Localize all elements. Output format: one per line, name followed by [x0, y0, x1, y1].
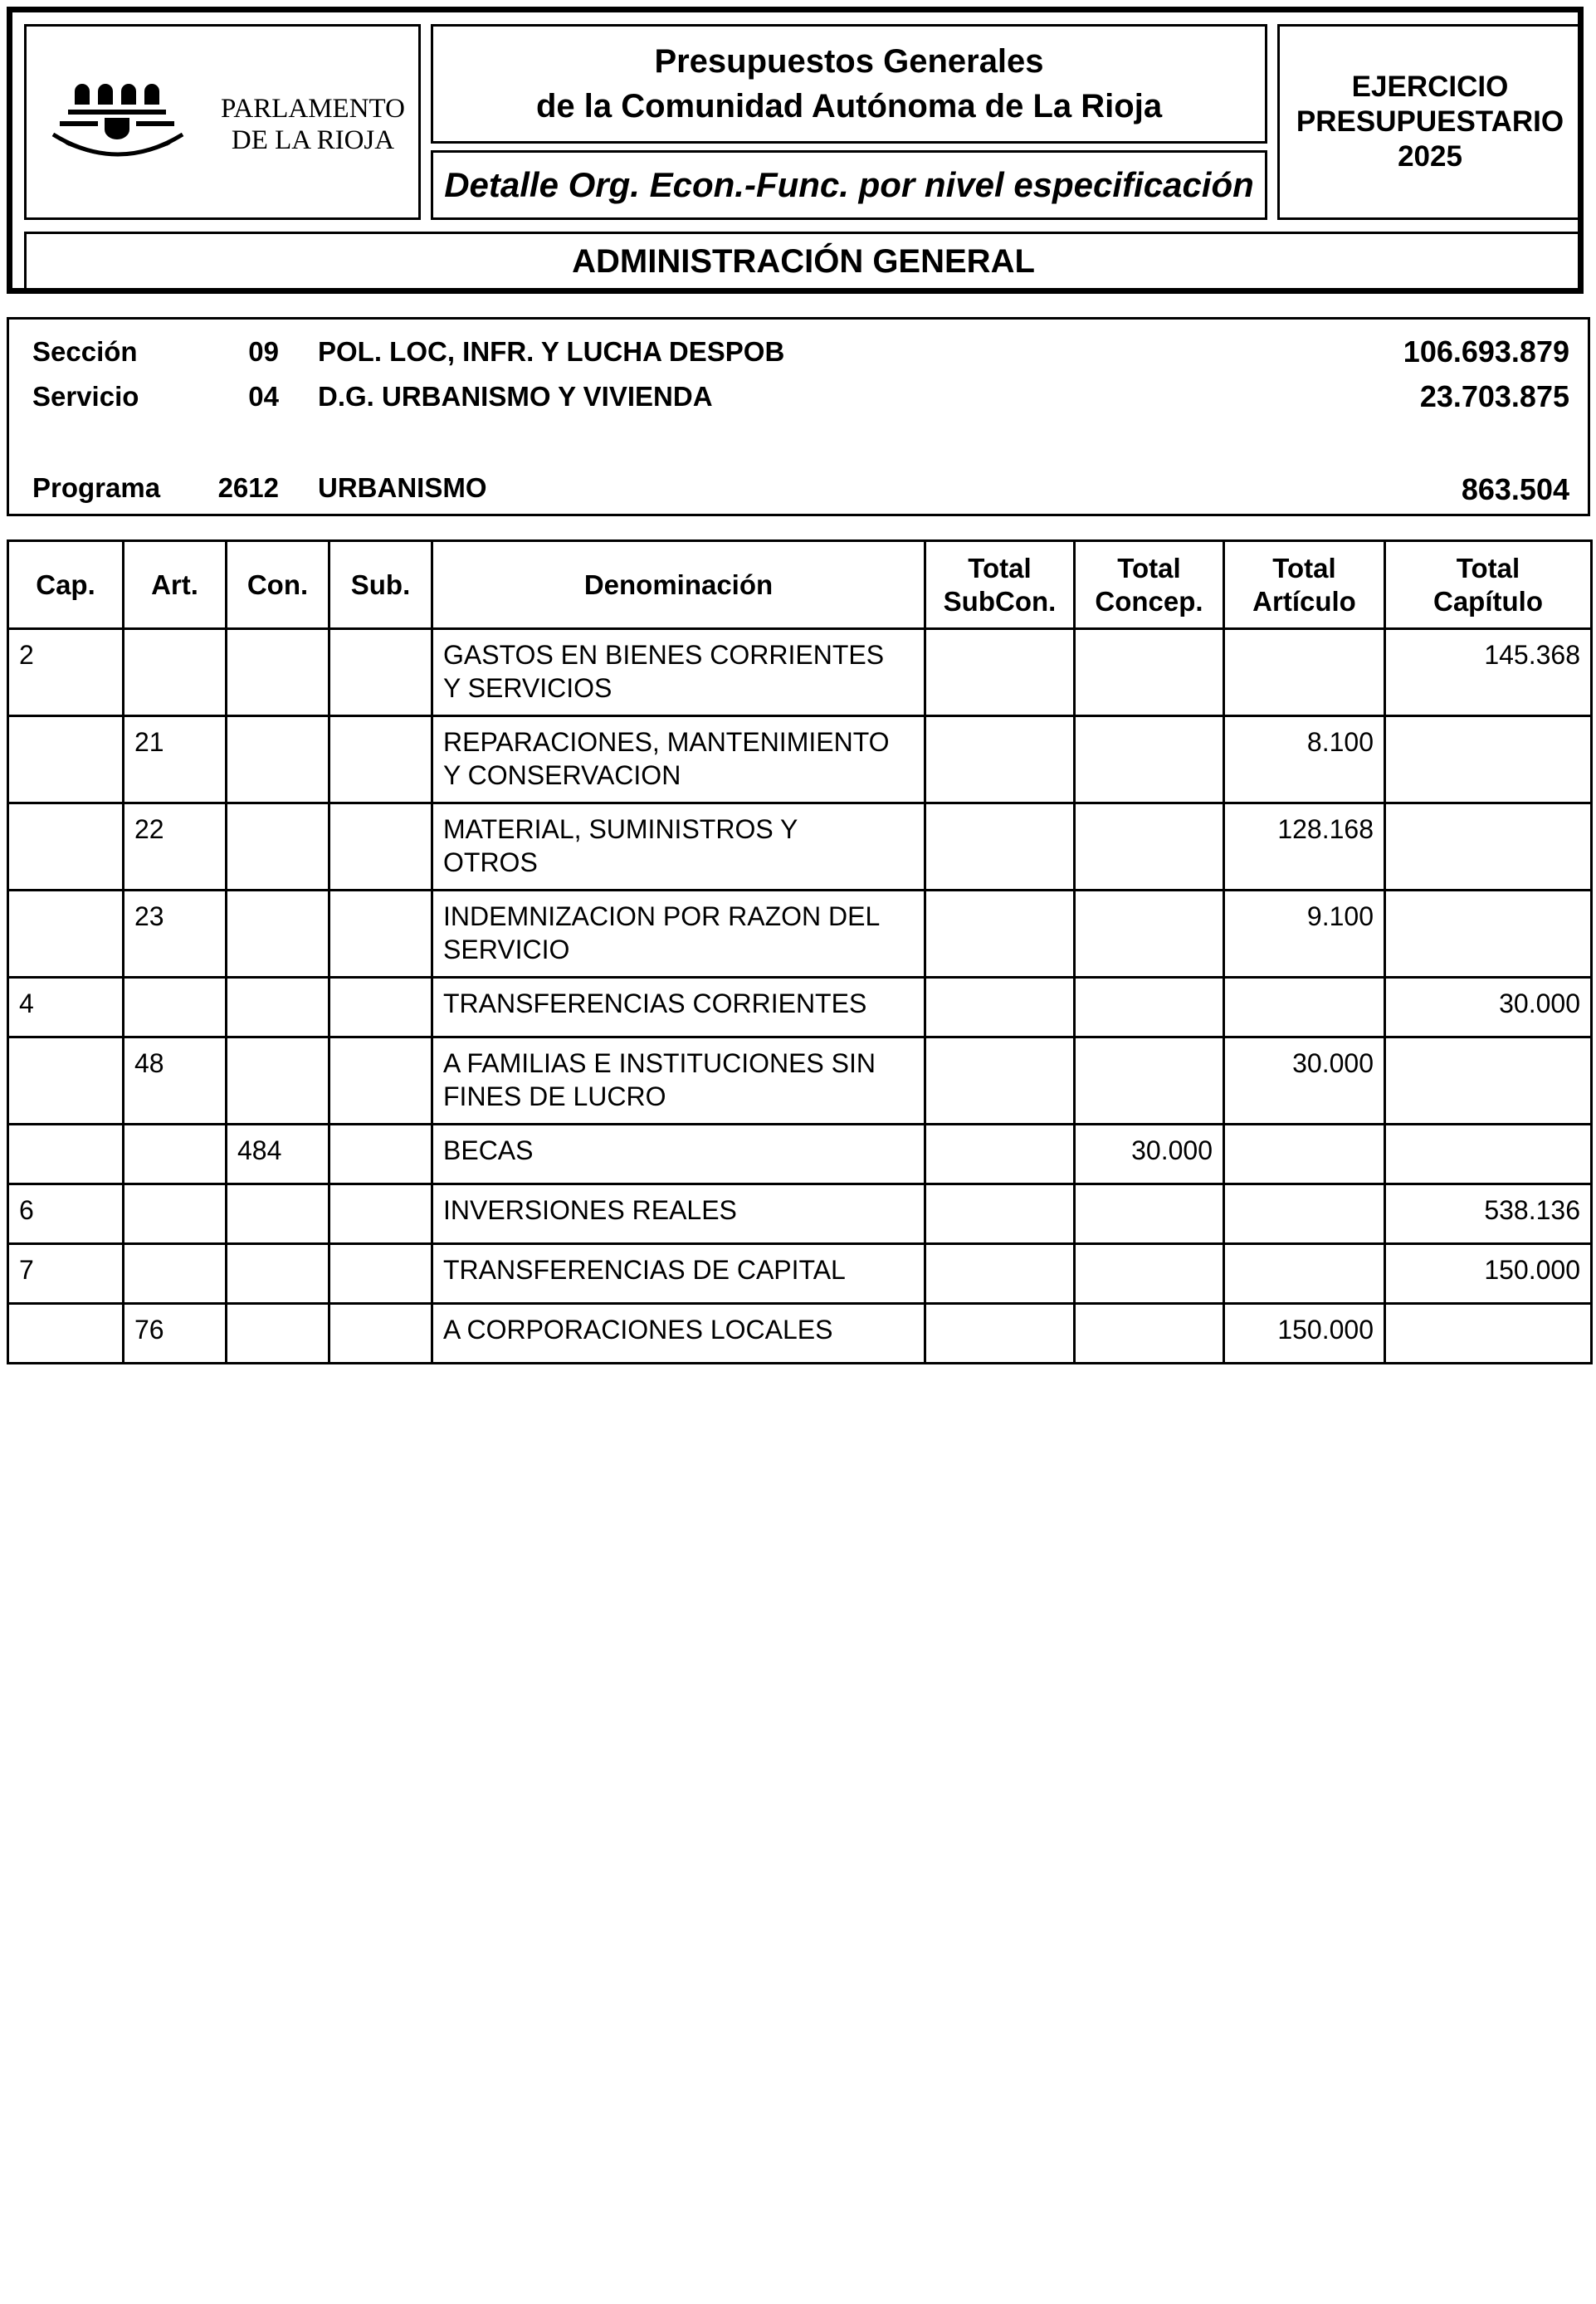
cell-total-capitulo [1385, 1037, 1592, 1125]
org-info-panel [7, 317, 1590, 516]
title-line1: Presupuestos Generales [654, 43, 1044, 80]
col-total-concep-l1: Total [1117, 552, 1181, 583]
den-line1: REPARACIONES, MANTENIMIENTO [443, 727, 890, 757]
cell-total-subcon [925, 803, 1075, 891]
den-line2: FINES DE LUCRO [443, 1081, 666, 1111]
table-row [8, 1037, 1592, 1125]
cell-con [227, 803, 329, 891]
den-line2: OTROS [443, 847, 538, 877]
col-total-concep [1075, 541, 1224, 629]
cell-denominacion [432, 716, 925, 803]
cell-con [227, 978, 329, 1037]
cell-total-subcon [925, 978, 1075, 1037]
cell-con [227, 1184, 329, 1244]
seccion-name: POL. LOC, INFR. Y LUCHA DESPOB [318, 336, 785, 367]
cell-cap: 6 [8, 1184, 124, 1244]
cell-total-articulo [1224, 1125, 1385, 1184]
cell-total-concep [1075, 891, 1224, 978]
cell-art: 23 [124, 891, 227, 978]
col-con: Con. [227, 541, 329, 629]
cell-cap [8, 1037, 124, 1125]
programa-code: 2612 [217, 472, 279, 503]
cell-sub [329, 978, 432, 1037]
den-line1: A CORPORACIONES LOCALES [443, 1315, 833, 1345]
cell-cap: 4 [8, 978, 124, 1037]
cell-total-subcon [925, 716, 1075, 803]
cell-total-subcon [925, 1304, 1075, 1364]
cell-total-concep: 30.000 [1075, 1125, 1224, 1184]
den-line1: BECAS [443, 1135, 534, 1165]
cell-sub [329, 1125, 432, 1184]
cell-total-articulo: 9.100 [1224, 891, 1385, 978]
cell-cap: 2 [8, 629, 124, 716]
servicio-name: D.G. URBANISMO Y VIVIENDA [318, 381, 713, 412]
cell-total-articulo [1224, 629, 1385, 716]
col-art: Art. [124, 541, 227, 629]
col-sub: Sub. [329, 541, 432, 629]
report-title [431, 24, 1267, 144]
cell-total-subcon [925, 629, 1075, 716]
col-total-capitulo-l1: Total [1456, 552, 1520, 583]
cell-total-articulo: 150.000 [1224, 1304, 1385, 1364]
col-total-concep-l2: Concep. [1095, 585, 1203, 617]
cell-art: 22 [124, 803, 227, 891]
col-total-subcon-l2: SubCon. [943, 585, 1057, 617]
programa-label: Programa [32, 472, 161, 503]
cell-cap: 7 [8, 1244, 124, 1304]
den-line1: TRANSFERENCIAS CORRIENTES [443, 988, 867, 1018]
programa-amount: 863.504 [1461, 472, 1569, 506]
col-total-capitulo [1385, 541, 1592, 629]
cell-total-capitulo [1385, 716, 1592, 803]
cell-con [227, 716, 329, 803]
report-subtitle [431, 150, 1267, 220]
servicio-code: 04 [248, 381, 279, 412]
fiscal-year: 2025 [1398, 140, 1462, 173]
admin-banner [24, 232, 1583, 291]
title-line2: de la Comunidad Autónoma de La Rioja [535, 88, 1163, 124]
cell-denominacion [432, 803, 925, 891]
cell-art: 48 [124, 1037, 227, 1125]
servicio-label: Servicio [32, 381, 139, 412]
table-row [8, 978, 1592, 1037]
table-row [8, 629, 1592, 716]
cell-total-articulo: 30.000 [1224, 1037, 1385, 1125]
table-header-row [8, 541, 1592, 629]
cell-total-articulo: 8.100 [1224, 716, 1385, 803]
cell-denominacion [432, 1184, 925, 1244]
cell-cap [8, 803, 124, 891]
cell-total-concep [1075, 978, 1224, 1037]
cell-denominacion [432, 1037, 925, 1125]
cell-total-concep [1075, 1184, 1224, 1244]
den-line2: SERVICIO [443, 935, 570, 964]
ejercicio-label: EJERCICIO [1351, 71, 1509, 103]
cell-sub [329, 803, 432, 891]
col-total-subcon [925, 541, 1075, 629]
cell-art: 21 [124, 716, 227, 803]
parliament-emblem-icon [50, 68, 199, 184]
cell-total-articulo: 128.168 [1224, 803, 1385, 891]
cell-denominacion [432, 1125, 925, 1184]
programa-name: URBANISMO [318, 472, 487, 503]
table-row [8, 716, 1592, 803]
cell-sub [329, 1304, 432, 1364]
logo-line1: PARLAMENTO [221, 94, 405, 124]
admin-title: ADMINISTRACIÓN GENERAL [572, 242, 1035, 280]
cell-total-subcon [925, 1184, 1075, 1244]
parliament-name [209, 93, 417, 156]
col-cap: Cap. [8, 541, 124, 629]
den-line2: Y SERVICIOS [443, 673, 613, 703]
cell-cap [8, 1125, 124, 1184]
fiscal-year-box [1277, 24, 1583, 220]
cell-total-capitulo [1385, 803, 1592, 891]
cell-total-subcon [925, 1125, 1075, 1184]
table-row [8, 1125, 1592, 1184]
den-line1: INDEMNIZACION POR RAZON DEL [443, 901, 881, 931]
table-row [8, 1244, 1592, 1304]
cell-total-articulo [1224, 978, 1385, 1037]
col-denominacion: Denominación [432, 541, 925, 629]
cell-con [227, 1037, 329, 1125]
den-line1: TRANSFERENCIAS DE CAPITAL [443, 1255, 846, 1285]
cell-total-subcon [925, 1244, 1075, 1304]
logo-box [24, 24, 421, 220]
cell-total-capitulo: 150.000 [1385, 1244, 1592, 1304]
cell-cap [8, 891, 124, 978]
cell-art [124, 1125, 227, 1184]
cell-total-capitulo [1385, 1304, 1592, 1364]
den-line1: INVERSIONES REALES [443, 1195, 737, 1225]
cell-art: 76 [124, 1304, 227, 1364]
cell-sub [329, 891, 432, 978]
table-row [8, 1184, 1592, 1244]
col-total-subcon-l1: Total [968, 552, 1032, 583]
report-header [7, 7, 1584, 294]
den-line1: GASTOS EN BIENES CORRIENTES [443, 640, 885, 670]
den-line1: MATERIAL, SUMINISTROS Y [443, 814, 798, 844]
cell-total-concep [1075, 1244, 1224, 1304]
cell-denominacion [432, 1244, 925, 1304]
col-total-articulo-l2: Artículo [1252, 585, 1356, 617]
cell-total-capitulo [1385, 891, 1592, 978]
cell-total-concep [1075, 1037, 1224, 1125]
cell-con [227, 1244, 329, 1304]
col-total-articulo [1224, 541, 1385, 629]
servicio-amount: 23.703.875 [1419, 379, 1569, 413]
table-row [8, 803, 1592, 891]
col-total-capitulo-l2: Capítulo [1433, 585, 1543, 617]
cell-total-concep [1075, 803, 1224, 891]
cell-total-capitulo: 30.000 [1385, 978, 1592, 1037]
cell-cap [8, 716, 124, 803]
cell-total-capitulo: 145.368 [1385, 629, 1592, 716]
cell-con [227, 891, 329, 978]
cell-denominacion [432, 629, 925, 716]
cell-denominacion [432, 978, 925, 1037]
cell-art [124, 978, 227, 1037]
cell-total-articulo [1224, 1244, 1385, 1304]
cell-sub [329, 1184, 432, 1244]
logo-line2: DE LA RIOJA [231, 125, 395, 155]
subtitle-text: Detalle Org. Econ.-Func. por nivel especificación [444, 165, 1254, 204]
cell-total-concep [1075, 1304, 1224, 1364]
table-row [8, 891, 1592, 978]
cell-cap [8, 1304, 124, 1364]
seccion-code: 09 [248, 336, 279, 367]
den-line2: Y CONSERVACION [443, 760, 681, 790]
seccion-label: Sección [32, 336, 138, 367]
cell-total-subcon [925, 891, 1075, 978]
cell-art [124, 629, 227, 716]
cell-sub [329, 1037, 432, 1125]
cell-total-articulo [1224, 1184, 1385, 1244]
presupuestario-label: PRESUPUESTARIO [1296, 105, 1564, 138]
cell-art [124, 1244, 227, 1304]
cell-sub [329, 1244, 432, 1304]
cell-total-capitulo [1385, 1125, 1592, 1184]
cell-total-subcon [925, 1037, 1075, 1125]
cell-art [124, 1184, 227, 1244]
den-line1: A FAMILIAS E INSTITUCIONES SIN [443, 1048, 876, 1078]
budget-table [7, 539, 1593, 1364]
cell-total-concep [1075, 629, 1224, 716]
cell-con: 484 [227, 1125, 329, 1184]
cell-con [227, 629, 329, 716]
table-row [8, 1304, 1592, 1364]
seccion-amount: 106.693.879 [1403, 334, 1569, 369]
col-total-articulo-l1: Total [1272, 552, 1336, 583]
cell-sub [329, 629, 432, 716]
cell-denominacion [432, 891, 925, 978]
cell-total-concep [1075, 716, 1224, 803]
cell-sub [329, 716, 432, 803]
table-body [8, 629, 1592, 1364]
cell-denominacion [432, 1304, 925, 1364]
cell-total-capitulo: 538.136 [1385, 1184, 1592, 1244]
cell-con [227, 1304, 329, 1364]
